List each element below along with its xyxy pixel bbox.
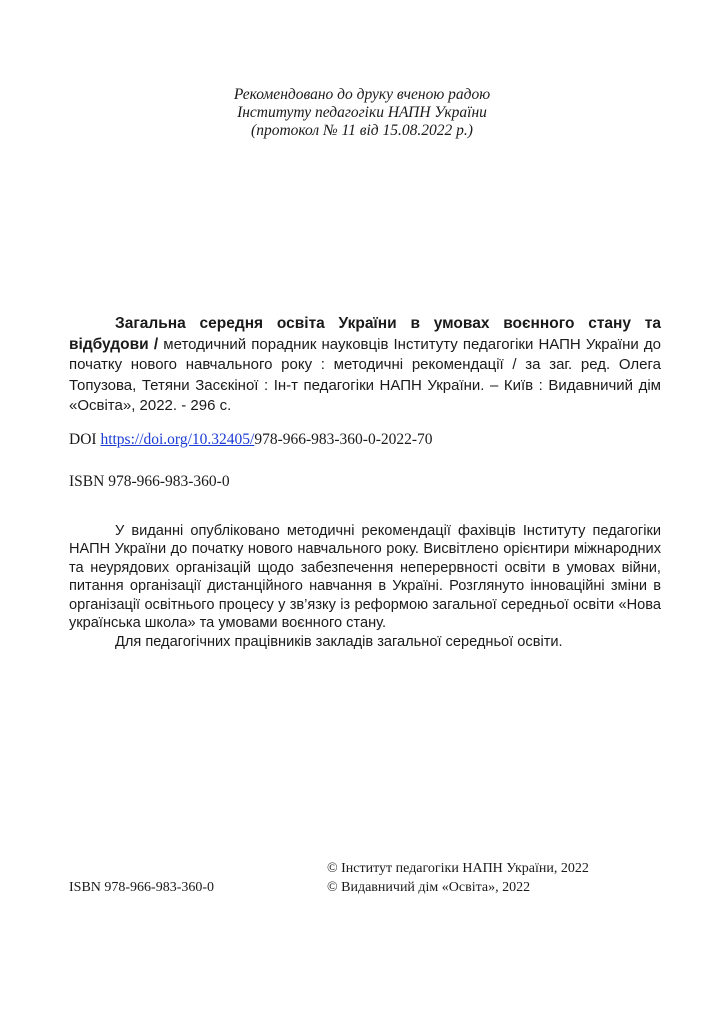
isbn-bottom: ISBN 978-966-983-360-0 (69, 880, 215, 895)
doi-line (69, 431, 433, 449)
doi-suffix: 978-966-983-360-0-2022-70 (254, 431, 433, 448)
approval-line-3: (протокол № 11 від 15.08.2022 р.) (251, 122, 473, 139)
approval-line-2: Інституту педагогіки НАПН України (237, 104, 487, 121)
bibliographic-details: методичний порадник науковців Інституту педагогіки НАПН України до початку нового навчального року : методичні рекомендації / за заг. ред. Олега Топузова, Тетяни Засєкіної : Ін-т педагогіки НАПН України. – Київ : Видавничий дім «Освіта», 2022. - 296 с. (69, 335, 661, 414)
audience-paragraph: Для педагогічних працівників закладів загальної середньої освіти. (115, 634, 563, 651)
approval-line-1: Рекомендовано до друку вченою радою (233, 86, 491, 103)
annotation-paragraph: У виданні опубліковано методичні рекомендації фахівців Інституту педагогіки НАПН України до початку нового навчального року. Висвітлено орієнтири міжнародних та неурядових організацій щодо забезпечення неперервності освіти в умовах війни, питання організації дистанційного навчання в Україні. Розглянуто інноваційні зміни в організації освітнього процесу у зв’язку із реформою загальної середньої освіти «Нова українська школа» та умовами воєнного стану. (69, 523, 661, 632)
annotation (69, 522, 661, 652)
bibliographic-description (69, 314, 661, 417)
copyright-line-2: © Видавничий дім «Освіта», 2022 (327, 880, 531, 895)
isbn-top: ISBN 978-966-983-360-0 (69, 473, 230, 490)
approval-block (0, 86, 724, 140)
copyright-block (327, 859, 589, 897)
doi-link[interactable]: https://doi.org/10.32405/ (100, 431, 255, 448)
doi-label: DOI (69, 431, 101, 448)
book-title: Загальна середня освіта України в умовах воєнного стану та відбудови / (69, 315, 661, 353)
copyright-line-1: © Інститут педагогіки НАПН України, 2022 (327, 861, 589, 876)
